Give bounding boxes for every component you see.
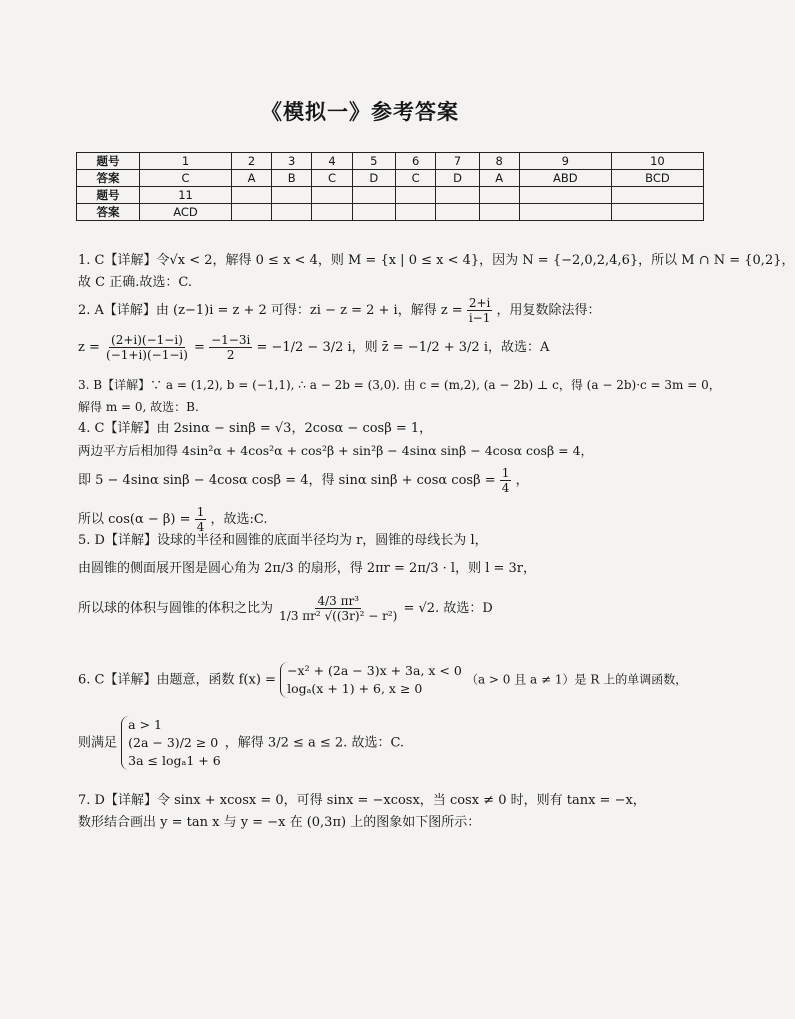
q6-text-c: 则满足 (78, 735, 118, 751)
q5-text-a: 所以球的体积与圆锥的体积之比为 (78, 601, 274, 616)
answer-cell (611, 187, 703, 204)
answer-cell (352, 187, 395, 204)
answer-cell (436, 204, 479, 221)
q2-line2 (78, 333, 708, 362)
q4-text-b: ， (515, 473, 529, 488)
q5-fraction (277, 594, 399, 623)
q4-text-d: ，故选:C. (210, 512, 268, 527)
solution-q1 (78, 250, 795, 294)
answer-cell: 4 (312, 153, 353, 170)
answer-cell: 1 (140, 153, 232, 170)
answer-cell (272, 187, 312, 204)
q6-condition-3: 3a ≤ logₐ1 + 6 (128, 753, 221, 768)
answer-cell: D (352, 170, 395, 187)
q5-text-b: = √2. 故选：D (403, 601, 493, 616)
q5-frac-denominator: 1/3 πr² √((3r)² − r²) (279, 609, 398, 623)
answer-cell (395, 204, 436, 221)
solution-q6 (78, 662, 708, 770)
q1-line2: 故 C 正确.故选：C. (78, 275, 192, 290)
q2-frac3-denominator: 2 (226, 348, 235, 362)
q2-fraction-1 (467, 296, 493, 325)
q2-frac2-denominator: (−1+i)(−1−i) (106, 348, 188, 362)
answer-cell: C (312, 170, 353, 187)
q2-text-c: z = (78, 340, 100, 355)
solution-q4 (78, 418, 708, 534)
q6-piecewise (280, 662, 462, 698)
q2-frac1-denominator: i−1 (468, 311, 491, 325)
q5-line2: 由圆锥的侧面展开图是圆心角为 2π/3 的扇形，得 2πr = 2π/3 · l，则 l = 3r， (78, 561, 537, 576)
q6-text-b: （a > 0 且 a ≠ 1）是 R 上的单调函数， (465, 672, 688, 687)
q2-frac1-numerator: 2+i (468, 296, 491, 310)
q4-text-a: 即 5 − 4sinα sinβ − 4cosα cosβ = 4，得 sinα sinβ + cosα cosβ = (78, 473, 496, 488)
answer-cell (479, 204, 519, 221)
q6-condition-1: a > 1 (128, 717, 162, 732)
answer-table-row (77, 204, 704, 221)
answer-cell: 5 (352, 153, 395, 170)
q7-line2: 数形结合画出 y = tan x 与 y = −x 在 (0,3π) 上的图象如下图所示： (78, 815, 481, 830)
solution-q7 (78, 790, 708, 834)
q2-text-d: = (194, 340, 205, 355)
answer-cell (272, 204, 312, 221)
answer-cell (611, 204, 703, 221)
q6-text-d: ，解得 3/2 ≤ a ≤ 2. 故选：C. (224, 735, 405, 751)
answer-cell: D (436, 170, 479, 187)
answer-cell (312, 204, 353, 221)
solution-q3 (78, 374, 721, 418)
q4-frac-denominator: 4 (501, 481, 510, 495)
solution-q2 (78, 296, 708, 362)
row-header: 题号 (77, 153, 140, 170)
q2-line1 (78, 296, 708, 325)
q4-frac2-numerator: 1 (196, 505, 205, 519)
answer-cell: A (479, 170, 519, 187)
answer-cell (312, 187, 353, 204)
answer-cell (519, 187, 611, 204)
q4-fraction (500, 466, 512, 495)
answer-cell: 11 (140, 187, 232, 204)
answer-cell: 6 (395, 153, 436, 170)
page-title: 《模拟一》参考答案 (261, 99, 459, 124)
q2-frac2-numerator: (2+i)(−1−i) (111, 333, 183, 347)
answer-cell: ABD (519, 170, 611, 187)
answer-cell: 8 (479, 153, 519, 170)
row-header: 答案 (77, 204, 140, 221)
q4-line2: 两边平方后相加得 4sin²α + 4cos²α + cos²β + sin²β − 4sinα sinβ − 4cosα cosβ = 4， (78, 443, 594, 458)
answer-cell (479, 187, 519, 204)
answer-cell: 9 (519, 153, 611, 170)
answer-cell (352, 204, 395, 221)
answer-cell: 3 (272, 153, 312, 170)
q2-text-e: = −1/2 − 3/2 i，则 z̄ = −1/2 + 3/2 i，故选：A (256, 340, 550, 355)
answer-cell: ACD (140, 204, 232, 221)
row-header: 答案 (77, 170, 140, 187)
q2-text-a: 2. A【详解】由 (z−1)i = z + 2 可得：zi − z = 2 + i，解得 z = (78, 303, 463, 318)
q6-case-1: −x² + (2a − 3)x + 3a, x < 0 (287, 663, 462, 678)
q2-frac3-numerator: −1−3i (211, 333, 251, 347)
q5-line3 (78, 594, 708, 623)
q6-line2 (78, 716, 708, 770)
answer-table-row (77, 153, 704, 170)
q6-text-a: 6. C【详解】由题意，函数 f(x) = (78, 672, 276, 688)
q6-condition-system (121, 716, 221, 770)
answer-table-row (77, 170, 704, 187)
answer-cell (232, 187, 272, 204)
q7-line1: 7. D【详解】令 sinx + xcosx = 0，可得 sinx = −xcosx，当 cosx ≠ 0 时，则有 tanx = −x， (78, 793, 646, 808)
q2-fraction-2 (104, 333, 190, 362)
answer-cell (395, 187, 436, 204)
q1-line1: 1. C【详解】令√x < 2，解得 0 ≤ x < 4，则 M = {x | 0 ≤ x < 4}，因为 N = {−2,0,2,4,6}，所以 M ∩ N = {0,2}， (78, 253, 795, 268)
answer-cell (232, 204, 272, 221)
answer-cell: A (232, 170, 272, 187)
q4-frac2-denominator: 4 (196, 520, 205, 534)
answer-cell (436, 187, 479, 204)
q3-line1: 3. B【详解】∵ a = (1,2), b = (−1,1), ∴ a − 2b = (3,0). 由 c = (m,2), (a − 2b) ⊥ c，得 (a − 2b)·c = 3m = 0， (78, 378, 721, 392)
q5-line1: 5. D【详解】设球的半径和圆锥的底面半径均为 r，圆锥的母线长为 l， (78, 533, 488, 548)
q4-line1: 4. C【详解】由 2sinα − sinβ = √3，2cosα − cosβ = 1， (78, 421, 433, 436)
q2-fraction-3 (209, 333, 252, 362)
answer-cell: 2 (232, 153, 272, 170)
answer-cell: C (395, 170, 436, 187)
q2-text-b: ，用复数除法得： (496, 303, 601, 318)
answer-cell: 7 (436, 153, 479, 170)
answer-cell (519, 204, 611, 221)
answer-table (76, 152, 704, 221)
row-header: 题号 (77, 187, 140, 204)
q5-frac-numerator: 4/3 πr³ (317, 594, 360, 608)
answer-cell: BCD (611, 170, 703, 187)
answer-table-row (77, 187, 704, 204)
solution-q5 (78, 530, 708, 623)
q6-case-2: logₐ(x + 1) + 6, x ≥ 0 (287, 681, 423, 696)
q4-text-c: 所以 cos(α − β) = (78, 512, 191, 527)
answer-cell: C (140, 170, 232, 187)
q4-line3 (78, 466, 708, 495)
q4-frac-numerator: 1 (501, 466, 510, 480)
answer-cell: B (272, 170, 312, 187)
answer-cell: 10 (611, 153, 703, 170)
q6-condition-2: (2a − 3)/2 ≥ 0 (128, 735, 219, 750)
q3-line2: 解得 m = 0, 故选：B. (78, 400, 199, 414)
q6-line1 (78, 662, 708, 698)
